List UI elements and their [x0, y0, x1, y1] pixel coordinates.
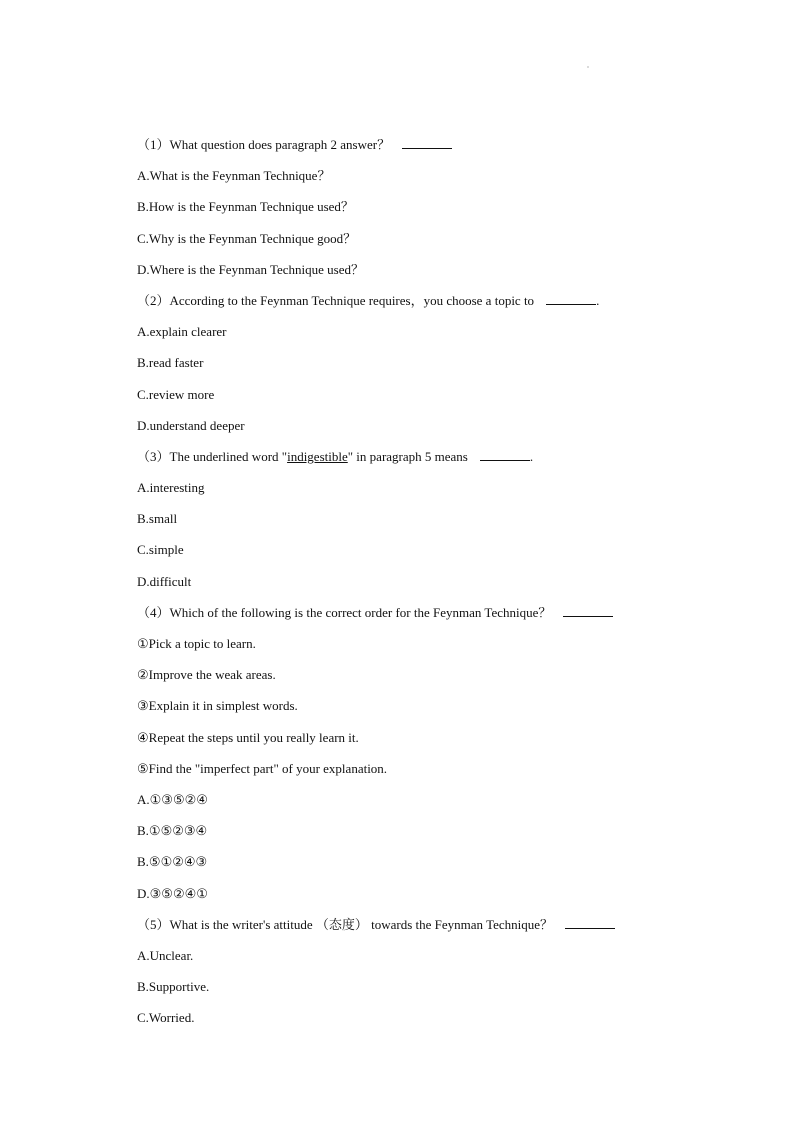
q4-stem: （4）Which of the following is the correct order for the Feynman Technique？	[137, 604, 552, 620]
q4-step-4: ④Repeat the steps until you really learn it.	[137, 729, 359, 745]
q1-option-a[interactable]: A.What is the Feynman Technique？	[137, 168, 331, 184]
q2-stem-line	[137, 292, 697, 323]
q3-stem-after: " in paragraph 5 means	[347, 448, 468, 464]
q1-stem: （1）What question does paragraph 2 answer？	[137, 137, 391, 152]
q2-option-d[interactable]: D.understand deeper	[137, 417, 245, 433]
q1-option-b[interactable]: B.How is the Feynman Technique used？	[137, 199, 354, 215]
q1-answer-blank[interactable]	[402, 138, 452, 149]
q4-option-d[interactable]: D.③⑤②④①	[137, 885, 208, 901]
q5-option-a[interactable]: A.Unclear.	[137, 947, 194, 963]
q5-answer-blank[interactable]	[565, 918, 615, 929]
q1-stem-line	[137, 136, 697, 167]
q2-answer-blank[interactable]	[546, 294, 596, 305]
q3-option-d[interactable]: D.difficult	[137, 573, 192, 589]
q5-stem-line	[137, 916, 697, 947]
q4-step-5: ⑤Find the "imperfect part" of your explanation.	[137, 760, 388, 776]
q4-step-1: ①Pick a topic to learn.	[137, 636, 256, 651]
q4-answer-blank[interactable]	[563, 606, 613, 617]
q4-option-c[interactable]: B.⑤①②④③	[137, 854, 208, 870]
q3-option-a[interactable]: A.interesting	[137, 480, 205, 496]
q5-stem: （5）What is the writer's attitude （态度） towards the Feynman Technique？	[137, 916, 554, 932]
q3-stem-line	[137, 448, 697, 479]
q4-stem-line	[137, 604, 697, 635]
q1-option-d[interactable]: D.Where is the Feynman Technique used？	[137, 261, 365, 277]
q2-option-b[interactable]: B.read faster	[137, 355, 204, 371]
q2-option-c[interactable]: C.review more	[137, 386, 215, 402]
q1-option-c[interactable]: C.Why is the Feynman Technique good？	[137, 230, 357, 246]
question-sheet	[137, 136, 697, 1040]
q3-answer-blank[interactable]	[480, 450, 530, 461]
q3-option-b[interactable]: B.small	[137, 511, 178, 527]
q2-option-a[interactable]: A.explain clearer	[137, 324, 227, 340]
page-mark	[587, 66, 589, 68]
q4-step-3: ③Explain it in simplest words.	[137, 698, 298, 714]
q5-option-b[interactable]: B.Supportive.	[137, 979, 210, 995]
q2-stem: （2）According to the Feynman Technique requires，you choose a topic to	[137, 292, 535, 308]
q2-end-mark: .	[596, 292, 600, 308]
q3-stem-before: （3）The underlined word "	[137, 448, 288, 464]
q3-underlined-word: indigestible	[287, 448, 348, 464]
q4-option-b[interactable]: B.①⑤②③④	[137, 823, 208, 839]
q4-option-a[interactable]: A.①③⑤②④	[137, 791, 208, 807]
q3-end-mark: .	[529, 448, 534, 464]
q5-option-c[interactable]: C.Worried.	[137, 1010, 195, 1026]
q4-step-2: ②Improve the weak areas.	[137, 667, 276, 683]
q3-option-c[interactable]: C.simple	[137, 542, 184, 558]
